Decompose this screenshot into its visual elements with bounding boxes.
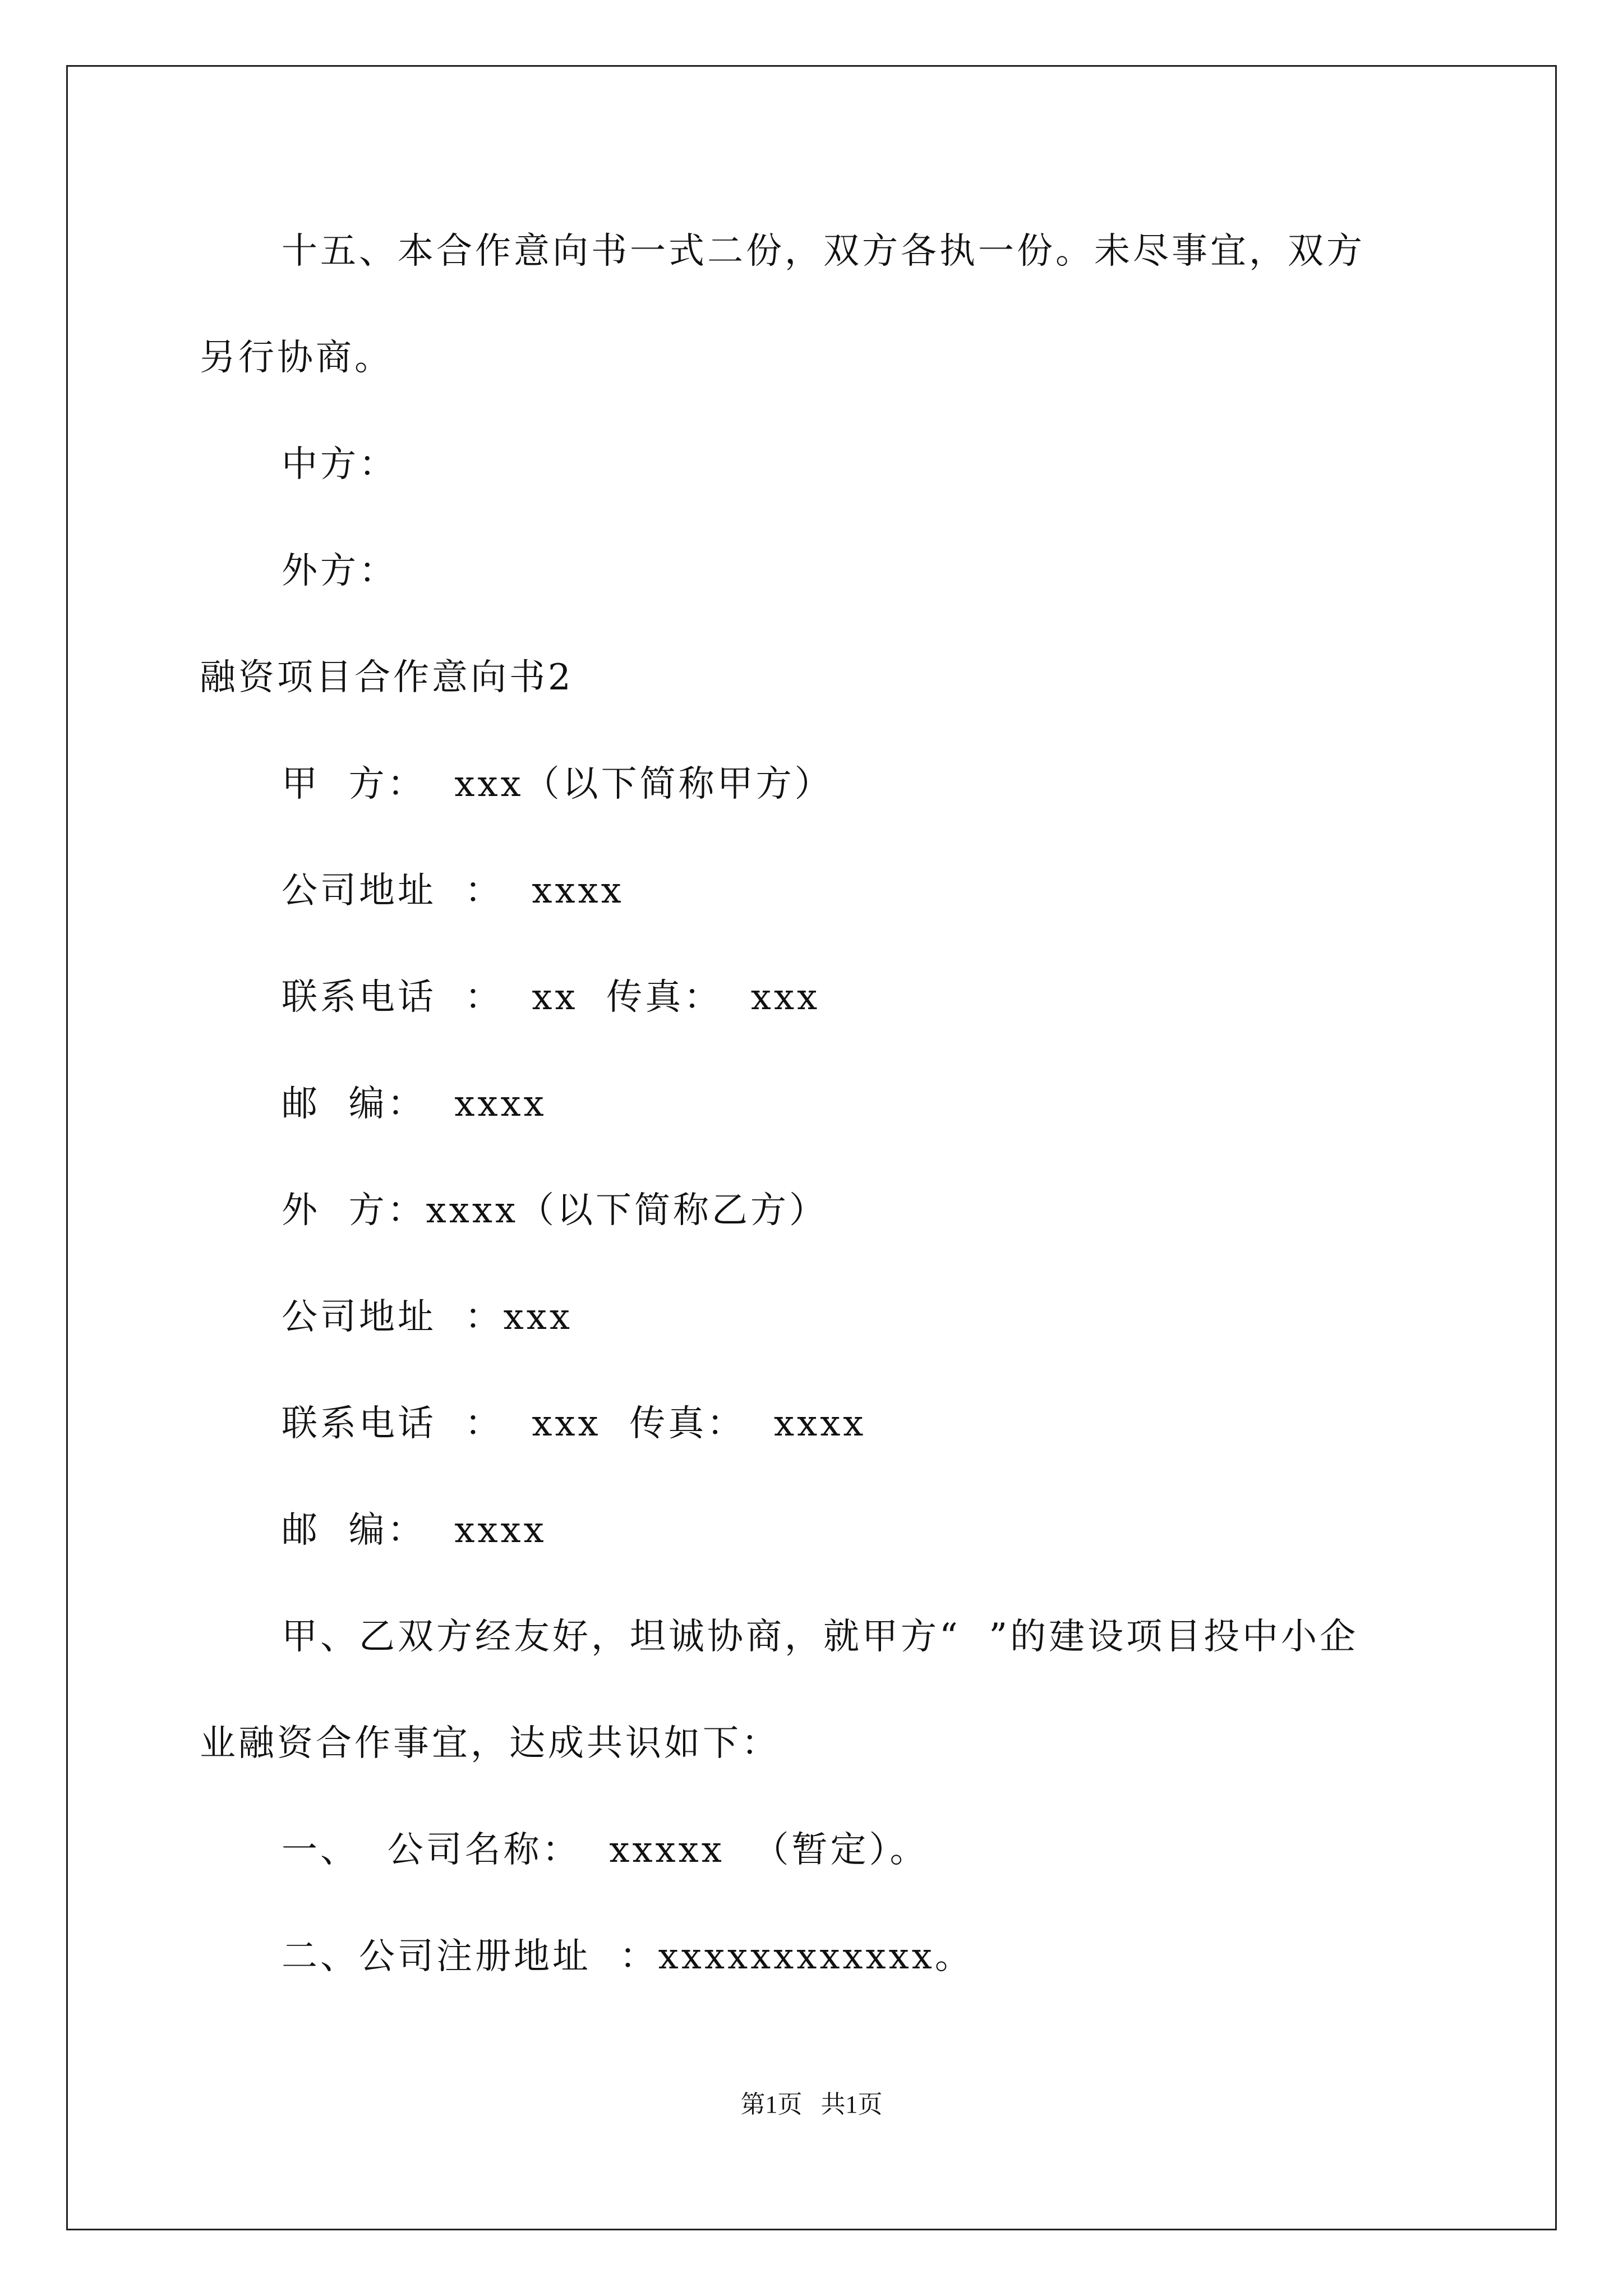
clause-1-company-name: 一、 公司名称： xxxxx （暂定）。 (282, 1829, 929, 1871)
paragraph-15-line-1: 十五、本合作意向书一式二份，双方各执一份。未尽事宜，双方 (282, 231, 1365, 272)
chinese-party-label: 中方： (282, 444, 398, 485)
page-frame (66, 65, 1557, 2230)
party-b-postcode: 邮 编： xxxx (282, 1510, 547, 1551)
party-b-address: 公司地址 ：xxx (282, 1296, 573, 1338)
clause-2-registered-address: 二、公司注册地址 ：xxxxxxxxxxxx。 (282, 1936, 974, 1977)
page-footer: 第1页 共1页 (740, 2091, 883, 2118)
agreement-intro-line-1: 甲、乙双方经友好，坦诚协商，就甲方“ ”的建设项目投中小企 (282, 1616, 1359, 1658)
section-title: 融资项目合作意向书2 (200, 657, 574, 698)
party-b-phone-fax: 联系电话 ： xxx 传真： xxxx (282, 1403, 866, 1444)
party-a-name: 甲 方： xxx（以下简称甲方） (282, 763, 833, 805)
party-a-address: 公司地址 ： xxxx (282, 870, 624, 912)
party-b-name: 外 方：xxxx（以下简称乙方） (282, 1190, 828, 1231)
party-a-postcode: 邮 编： xxxx (282, 1083, 547, 1125)
paragraph-15-line-2: 另行协商。 (200, 337, 393, 379)
party-a-phone-fax: 联系电话 ： xx 传真： xxx (282, 977, 820, 1018)
agreement-intro-line-2: 业融资合作事宜，达成共识如下： (200, 1723, 780, 1764)
foreign-party-label: 外方： (282, 550, 398, 592)
